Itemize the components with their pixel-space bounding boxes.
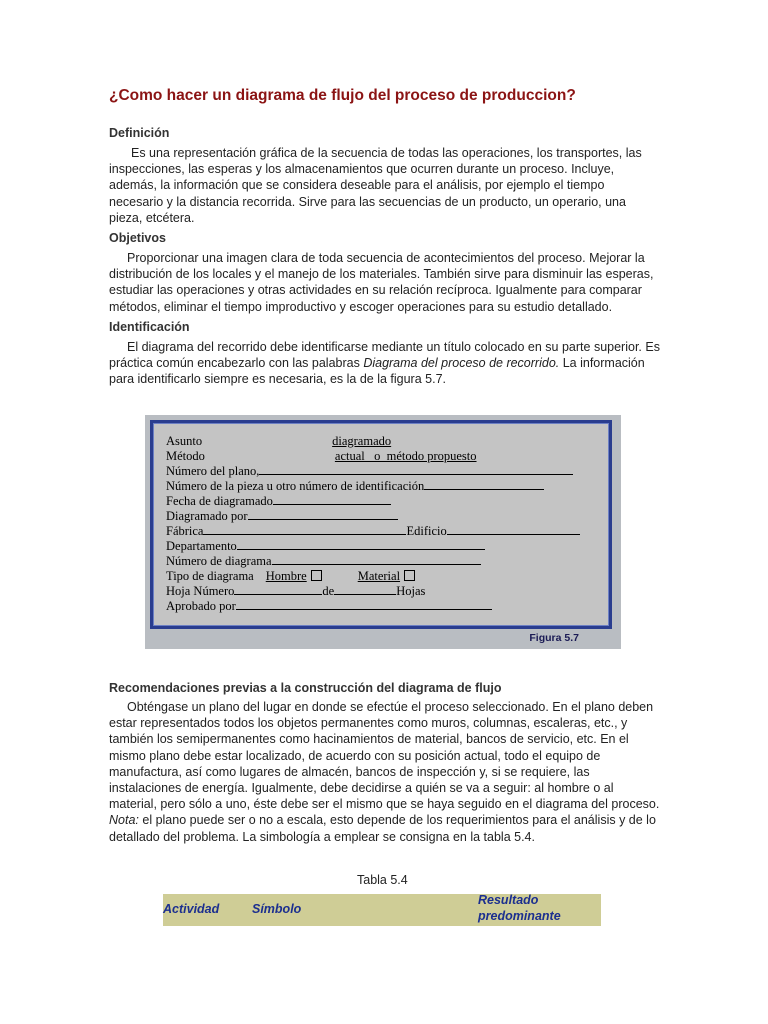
form-line-tipo-diagrama bbox=[166, 569, 415, 584]
form-fabrica-label: Fábrica bbox=[166, 524, 204, 538]
paragraph-definicion bbox=[109, 145, 661, 226]
nota-text: el plano puede ser o no a escala, esto depende de los requerimientos para el análisis y de lo detallado del problema. La simbología a emplear se consigna en la tabla 5.4. bbox=[109, 813, 656, 844]
page-title: ¿Como hacer un diagrama de flujo del proceso de produccion? bbox=[109, 87, 576, 104]
nota-label: Nota: bbox=[109, 813, 139, 828]
form-actual-propuesto-label: actual o método propuesto bbox=[334, 449, 477, 463]
form-hombre-label: Hombre bbox=[265, 569, 307, 583]
heading-definicion: Definición bbox=[109, 126, 170, 140]
heading-objetivos: Objetivos bbox=[109, 231, 166, 246]
identification-form bbox=[150, 420, 612, 629]
form-numero-pieza-label: Número de la pieza u otro número de identificación bbox=[166, 479, 425, 493]
form-line-departamento bbox=[166, 539, 485, 554]
material-checkbox bbox=[404, 570, 415, 581]
table-caption: Tabla 5.4 bbox=[357, 873, 408, 887]
heading-identificacion: Identificación bbox=[109, 319, 190, 334]
table-header-row bbox=[163, 894, 601, 926]
form-edificio-label: Edificio bbox=[406, 524, 447, 538]
form-diagramado-label: diagramado bbox=[332, 434, 392, 448]
paragraph-definicion-text: Es una representación gráfica de la secuencia de todas las operaciones, los transportes, las inspecciones, las esperas y los almacenamientos que ocurren durante un proceso. Incluye, además, la información que se considera deseable para el análisis, por ejemplo el tiempo necesario y la distancia recorrida. Sirve para las secuencias de un producto, un operario, una pieza, etcétera. bbox=[109, 146, 642, 225]
form-de-label: de bbox=[322, 584, 335, 598]
heading-recomendaciones: Recomendaciones previas a la construcción del diagrama de flujo bbox=[109, 681, 502, 695]
table-header-actividad: Actividad bbox=[163, 902, 220, 916]
recommendations-section bbox=[109, 680, 661, 849]
form-line-asunto bbox=[166, 434, 391, 449]
form-line-metodo bbox=[166, 449, 477, 464]
paragraph-recomendaciones bbox=[109, 699, 661, 812]
paragraph-nota bbox=[109, 812, 661, 844]
form-diagramado-por-label: Diagramado por bbox=[166, 509, 248, 523]
form-line-hoja-numero bbox=[166, 584, 425, 599]
figure-caption: Figura 5.7 bbox=[529, 632, 579, 644]
form-tipo-diagrama-label: Tipo de diagrama bbox=[166, 569, 254, 583]
form-material-label: Material bbox=[357, 569, 401, 583]
identificacion-text-italic: Diagrama del proceso de recorrido. bbox=[363, 356, 560, 371]
form-hojas-label: Hojas bbox=[396, 584, 426, 598]
hombre-checkbox bbox=[311, 570, 322, 581]
table-header-resultado: Resultado bbox=[478, 893, 539, 907]
form-departamento-label: Departamento bbox=[166, 539, 237, 553]
form-line-numero-pieza bbox=[166, 479, 544, 494]
form-line-numero-plano bbox=[166, 464, 573, 479]
table-header-simbolo: Símbolo bbox=[252, 902, 302, 916]
form-line-fabrica bbox=[166, 524, 580, 539]
form-line-aprobado-por bbox=[166, 599, 492, 614]
form-hoja-numero-label: Hoja Número bbox=[166, 584, 235, 598]
paragraph-identificacion bbox=[109, 339, 661, 388]
form-metodo-label: Método bbox=[166, 449, 205, 463]
table-header-predominante: predominante bbox=[478, 909, 561, 923]
form-line-numero-diagrama bbox=[166, 554, 481, 569]
figure-5-7 bbox=[145, 415, 621, 649]
form-line-fecha bbox=[166, 494, 391, 509]
form-numero-diagrama-label: Número de diagrama bbox=[166, 554, 272, 568]
form-aprobado-por-label: Aprobado por bbox=[166, 599, 236, 613]
document-body bbox=[109, 86, 661, 391]
form-fecha-label: Fecha de diagramado bbox=[166, 494, 273, 508]
paragraph-objetivos-text: Proporcionar una imagen clara de toda secuencia de acontecimientos del proceso. Mejorar la distribución de los locales y el manejo de los materiales. También sirve para disminuir las esperas, estudiar las operaciones y otras actividades en su relación recíproca. Igualmente para comparar métodos, eliminar el tiempo improductivo y escoger operaciones para su estudio detallado. bbox=[109, 251, 654, 314]
form-asunto-label: Asunto bbox=[166, 434, 203, 448]
identificacion-text-before: El diagrama del recorrido debe identificarse mediante un título colocado en su parte superior. Es práctica común encabezarlo con las palabras bbox=[109, 339, 660, 371]
paragraph-recomendaciones-text: Obténgase un plano del lugar en donde se efectúe el proceso seleccionado. En el plano deben estar representados todos los objetos permanentes como muros, columnas, escaleras, etc., y también los semipermanentes como hacinamientos de material, bancos de servicio, etc. En el mismo plano debe estar localizado, de acuerdo con su posición actual, todo el equipo de manufactura, así como lugares de almacén, bancos de inspección y, si se requiere, las instalaciones de energía. Igualmente, debe decidirse a quién se va a seguir: al hombre o al material, pero sólo a uno, éste debe ser el mismo que se haya seguido en el diagrama del proceso. bbox=[109, 700, 660, 812]
form-numero-plano-label: Número del plano, bbox=[166, 464, 260, 478]
form-line-diagramado-por bbox=[166, 509, 398, 524]
identificacion-text-after: La información para identificarlo siempre es necesaria, es la de la figura 5.7. bbox=[109, 356, 645, 387]
paragraph-objetivos bbox=[109, 250, 661, 315]
